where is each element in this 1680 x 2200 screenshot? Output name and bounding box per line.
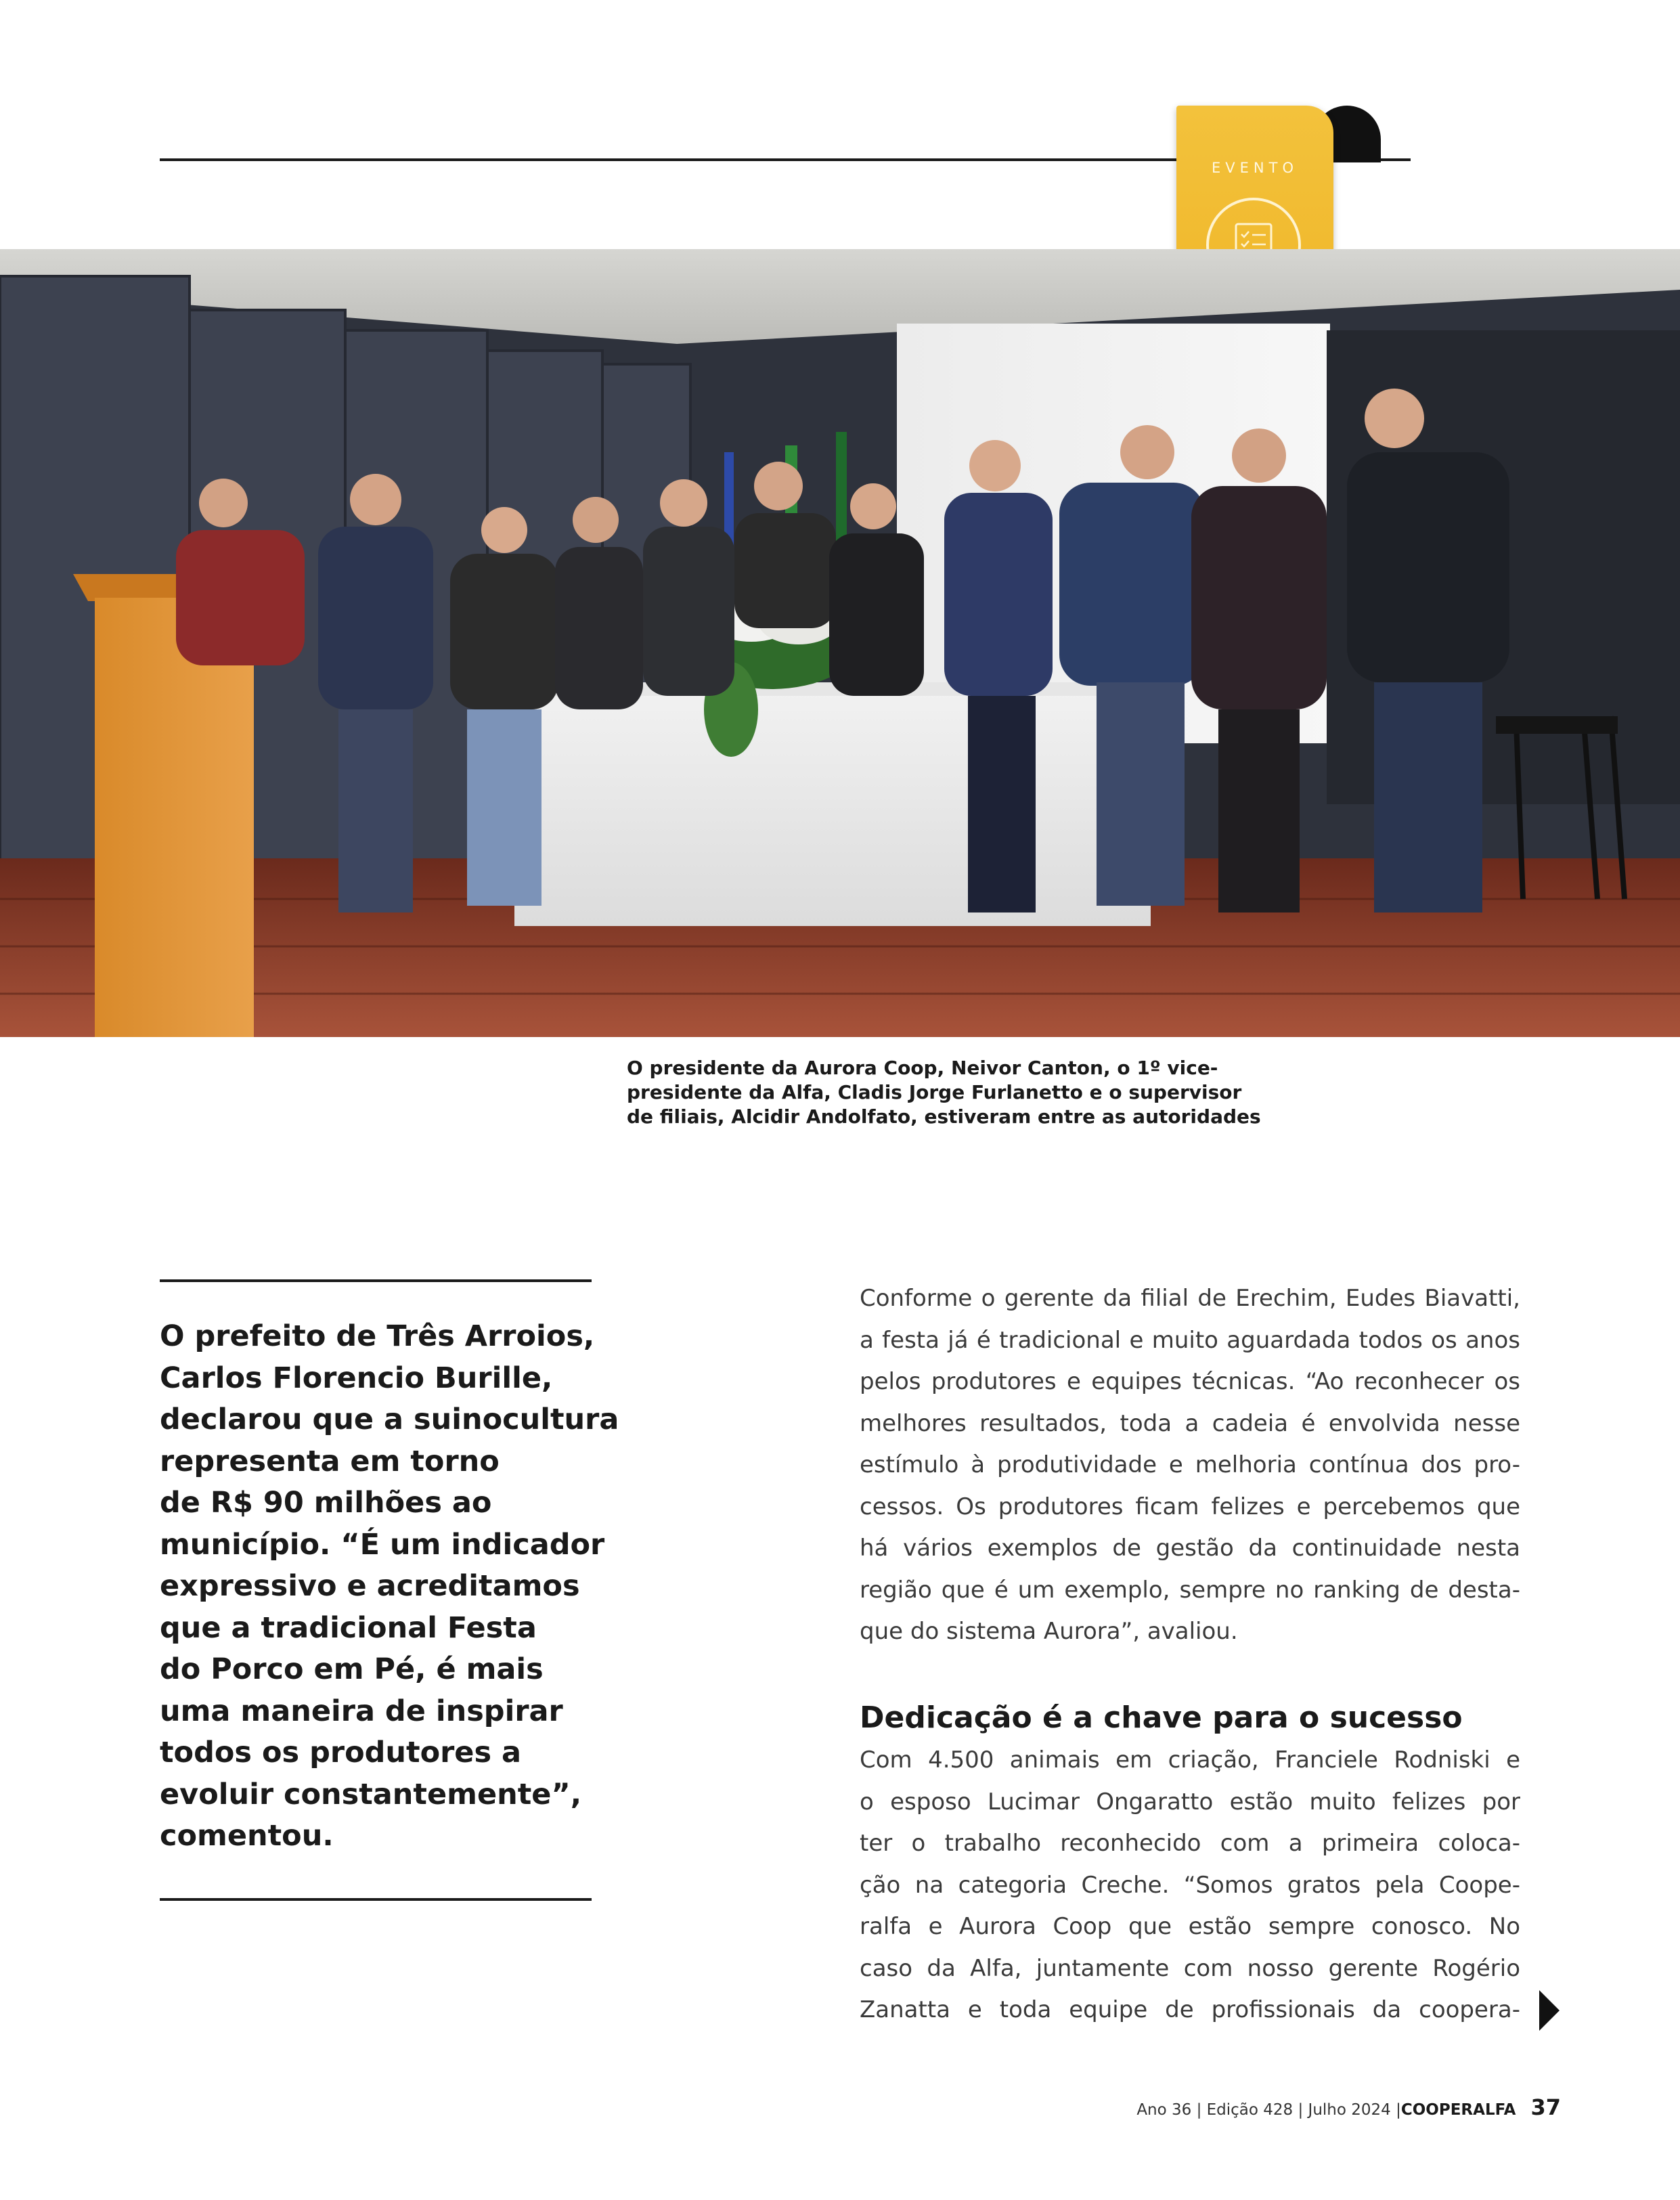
continue-arrow-icon: [1539, 1990, 1560, 2031]
article-paragraph-1: [860, 1278, 1520, 1653]
section-tab-label: EVENTO: [1212, 160, 1298, 176]
article-paragraph-2: [860, 1740, 1520, 2031]
article-line: o esposo Lucimar Ongaratto estão muito felizes por: [860, 1788, 1520, 1816]
article-line: melhores resultados, toda a cadeia é envolvida nesse: [860, 1409, 1520, 1437]
article-line: a festa já é tradicional e muito aguardada todos os anos: [860, 1326, 1520, 1354]
article-line: ter o trabalho reconhecido com a primeira coloca-: [860, 1830, 1520, 1857]
pull-quote-bottom-rule: [160, 1898, 592, 1901]
article-line: pelos produtores e equipes técnicas. “Ao reconhecer os: [860, 1368, 1520, 1395]
article-line: que do sistema Aurora”, avaliou.: [860, 1618, 1238, 1645]
pull-quote-line: que a tradicional Festa: [160, 1610, 537, 1645]
article-line: há vários exemplos de gestão da continuidade nesta: [860, 1535, 1520, 1562]
article-line: caso da Alfa, juntamente com nosso gerente Rogério: [860, 1954, 1520, 1982]
article-subheading: Dedicação é a chave para o sucesso: [860, 1700, 1463, 1735]
pull-quote-top-rule: [160, 1279, 592, 1282]
pull-quote-line: Carlos Florencio Burille,: [160, 1361, 553, 1395]
pull-quote: [160, 1316, 619, 1857]
pull-quote-line: comentou.: [160, 1819, 334, 1853]
pull-quote-line: de R$ 90 milhões ao: [160, 1486, 492, 1520]
page-number: 37: [1530, 2094, 1561, 2120]
photo-caption: [627, 1056, 1304, 1129]
caption-line: presidente da Alfa, Cladis Jorge Furlanetto e o supervisor: [627, 1081, 1242, 1103]
page-footer: [1136, 2094, 1561, 2121]
article-line: ralfa e Aurora Coop que estão sempre conosco. No: [860, 1913, 1520, 1940]
footer-issue: Ano 36 | Edição 428 | Julho 2024 |: [1136, 2101, 1401, 2119]
pull-quote-line: O prefeito de Três Arroios,: [160, 1319, 595, 1353]
article-line: região que é um exemplo, sempre no ranking de desta-: [860, 1576, 1520, 1604]
caption-line: O presidente da Aurora Coop, Neivor Canton, o 1º vice-: [627, 1057, 1218, 1079]
article-line: ção na categoria Creche. “Somos gratos pela Coope-: [860, 1871, 1520, 1899]
pull-quote-line: uma maneira de inspirar: [160, 1694, 563, 1728]
article-line: Conforme o gerente da filial de Erechim, Eudes Biavatti,: [860, 1285, 1520, 1312]
article-line: Zanatta e toda equipe de profissionais da coopera-: [860, 1996, 1520, 2023]
pull-quote-line: município. “É um indicador: [160, 1527, 605, 1562]
event-photo: [0, 249, 1680, 1037]
article-line: Com 4.500 animais em criação, Franciele Rodniski e: [860, 1746, 1520, 1774]
pull-quote-line: declarou que a suinocultura: [160, 1403, 619, 1436]
article-line: estímulo à produtividade e melhoria contínua dos pro-: [860, 1451, 1520, 1478]
pull-quote-line: representa em torno: [160, 1444, 500, 1478]
pull-quote-line: evoluir constantemente”,: [160, 1777, 582, 1811]
footer-brand: COOPERALFA: [1400, 2101, 1516, 2119]
pull-quote-line: do Porco em Pé, é mais: [160, 1652, 544, 1686]
pull-quote-line: todos os produtores a: [160, 1736, 522, 1769]
article-line: cessos. Os produtores ficam felizes e percebemos que: [860, 1493, 1520, 1520]
caption-line: de filiais, Alcidir Andolfato, estiveram entre as autoridades: [627, 1105, 1261, 1128]
pull-quote-line: expressivo e acreditamos: [160, 1569, 580, 1603]
